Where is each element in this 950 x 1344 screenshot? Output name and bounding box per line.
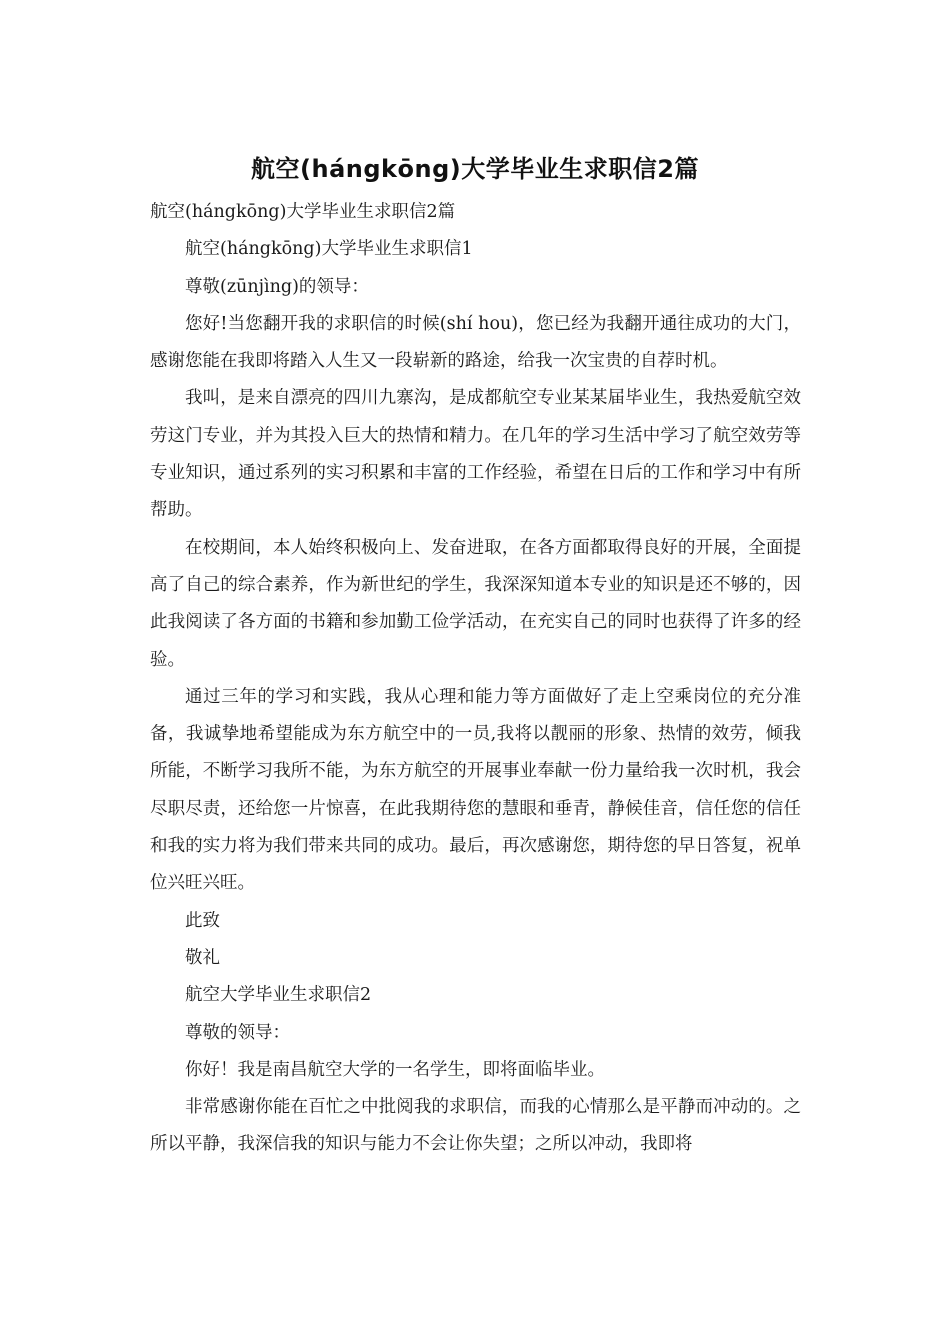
document-title: 航空(hángkōng)大学毕业生求职信2篇 [251, 155, 699, 183]
letter-2-salutation: 尊敬的领导： [185, 1022, 290, 1043]
document-body [150, 194, 801, 1164]
letter-2-greeting: 你好！我是南昌航空大学的一名学生，即将面临毕业。 [185, 1059, 605, 1080]
letter-1-school-paragraph: 在校期间，本人始终积极向上、发奋进取，在各方面都取得良好的开展，全面提高了自己的综合素养，作为新世纪的学生，我深深知道本专业的知识是还不够的，因此我阅读了各方面的书籍和参加勤工俭学活动，在充实自己的同时也获得了许多的经验。 [150, 537, 801, 670]
letter-1-heading: 航空(hángkōng)大学毕业生求职信1 [185, 239, 473, 260]
letter-1-opening-paragraph: 您好!当您翻开我的求职信的时候(shí hou)，您已经为我翻开通往成功的大门，感谢您能在我即将踏入人生又一段崭新的路途，给我一次宝贵的自荐时机。 [150, 313, 801, 372]
subtitle-paragraph: 航空(hángkōng)大学毕业生求职信2篇 [150, 202, 456, 222]
letter-2-body-paragraph: 非常感谢你能在百忙之中批阅我的求职信，而我的心情那么是平静而冲动的。之所以平静，我深信我的知识与能力不会让你失望；之所以冲动，我即将 [150, 1097, 801, 1155]
letter-1-salutation: 尊敬(zūnjìng)的领导： [185, 276, 369, 297]
letter-1-closing-paragraph: 通过三年的学习和实践，我从心理和能力等方面做好了走上空乘岗位的充分准备，我诚挚地希望能成为东方航空中的一员,我将以靓丽的形象、热情的效劳，倾我所能，不断学习我所不能，为东方航空的开展事业奉献一份力量给我一次时机，我会尽职尽责，还给您一片惊喜，在此我期待您的慧眼和垂青，静候佳音，信任您的信任和我的实力将为我们带来共同的成功。最后，再次感谢您，期待您的早日答复，祝单位兴旺兴旺。 [150, 686, 801, 894]
letter-1-valediction: 此致 [185, 910, 220, 931]
letter-1-regards: 敬礼 [185, 947, 220, 968]
letter-1-introduction-paragraph: 我叫，是来自漂亮的四川九寨沟，是成都航空专业某某届毕业生，我热爱航空效劳这门专业，并为其投入巨大的热情和精力。在几年的学习生活中学习了航空效劳等专业知识，通过系列的实习积累和丰富的工作经验，希望在日后的工作和学习中有所帮助。 [150, 388, 801, 521]
letter-2-heading: 航空大学毕业生求职信2 [185, 985, 372, 1006]
